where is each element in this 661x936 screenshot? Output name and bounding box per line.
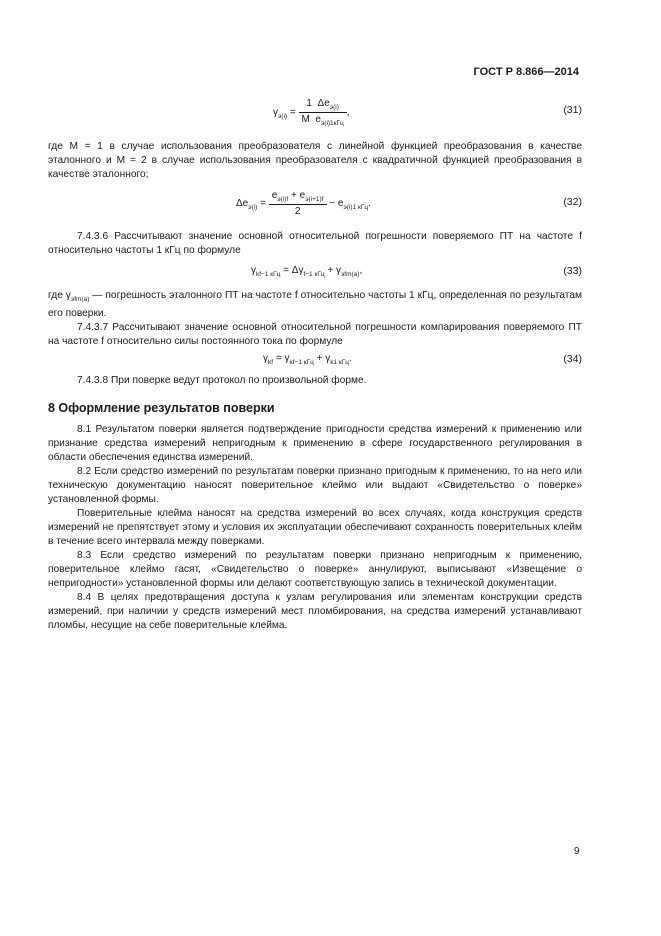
paragraph-7-4-3-8: 7.4.3.8 При поверке ведут протокол по произвольной форме. bbox=[77, 375, 367, 386]
section-heading-8: 8 Оформление результатов поверки bbox=[48, 401, 275, 415]
fraction: $\frac{1 \Delta e_{э(i)}}{M e_{э(i)1кГц}}$ bbox=[299, 98, 347, 127]
paragraph-8-3: 8.3 Если средство измерений по результатам поверки признано непригодным к применению, поверительное клеймо гасят, «Свидетельство о поверке» аннулируют, выписывают «Извещение о непригодности» установленной формы или делают соответствующую запись в технической документации. bbox=[48, 550, 582, 589]
paragraph-8-1: 8.1 Результатом поверки является подтверждение пригодности средства измерений к применению или признание средства измерений непригодным к применению в сфере государственного регулирования в области обеспечения единства измерений. bbox=[48, 424, 582, 463]
page-number: 9 bbox=[574, 846, 580, 857]
equation-number: (33) bbox=[563, 265, 582, 277]
fraction: $\frac{e_{э(i)f} + e_{э(i+1)f}}{2}$ bbox=[269, 190, 327, 217]
paragraph-8-2: 8.2 Если средство измерений по результатам поверки признано пригодным к применению, то на него или техническую документацию наносят поверительное клеймо или выдают «Свидетельство о поверке» установленной формы. bbox=[48, 466, 582, 505]
paragraph-m-definition: где M = 1 в случае использования преобразователя с линейной функцией преобразования в качестве эталонного и M = 2 в случае использования преобразователя с квадратичной функцией преобразования в качестве эталонного; bbox=[48, 141, 582, 180]
paragraph-8-2-stamps: Поверительные клейма наносят на средства измерений во всех случаях, когда конструкция средств измерений не препятствует этому и условия их эксплуатации обеспечивают сохранность поверительных клейм в течение всего интервала между поверками. bbox=[48, 508, 582, 547]
paragraph-8-4: 8.4 В целях предотвращения доступа к узлам регулирования или элементам конструкции средств измерений, при наличии у средств измерений мест пломбирования, на средства измерений устанавливают пломбы, несущие на себе поверительные клейма. bbox=[48, 592, 582, 631]
paragraph-7-4-3-7: 7.4.3.7 Рассчитывают значение основной относительной погрешности компарирования поверяемого ПТ на частоте f относительно силы постоянного тока по формуле bbox=[48, 322, 582, 348]
document-header: ГОСТ Р 8.866—2014 bbox=[473, 66, 579, 78]
paragraph-where-33: где $\gamma_{эfm(a)}$ — погрешность эталонного ПТ на частоте f относительно частоты 1 кГц, определенная по результатам его поверки. bbox=[48, 290, 583, 320]
equation-number: (32) bbox=[563, 196, 582, 208]
equation-number: (34) bbox=[563, 353, 582, 365]
paragraph-7-4-3-6: 7.4.3.6 Рассчитывают значение основной относительной погрешности поверяемого ПТ на частоте f относительно частоты 1 кГц по формуле bbox=[48, 231, 582, 256]
equation-number: (31) bbox=[563, 104, 582, 116]
